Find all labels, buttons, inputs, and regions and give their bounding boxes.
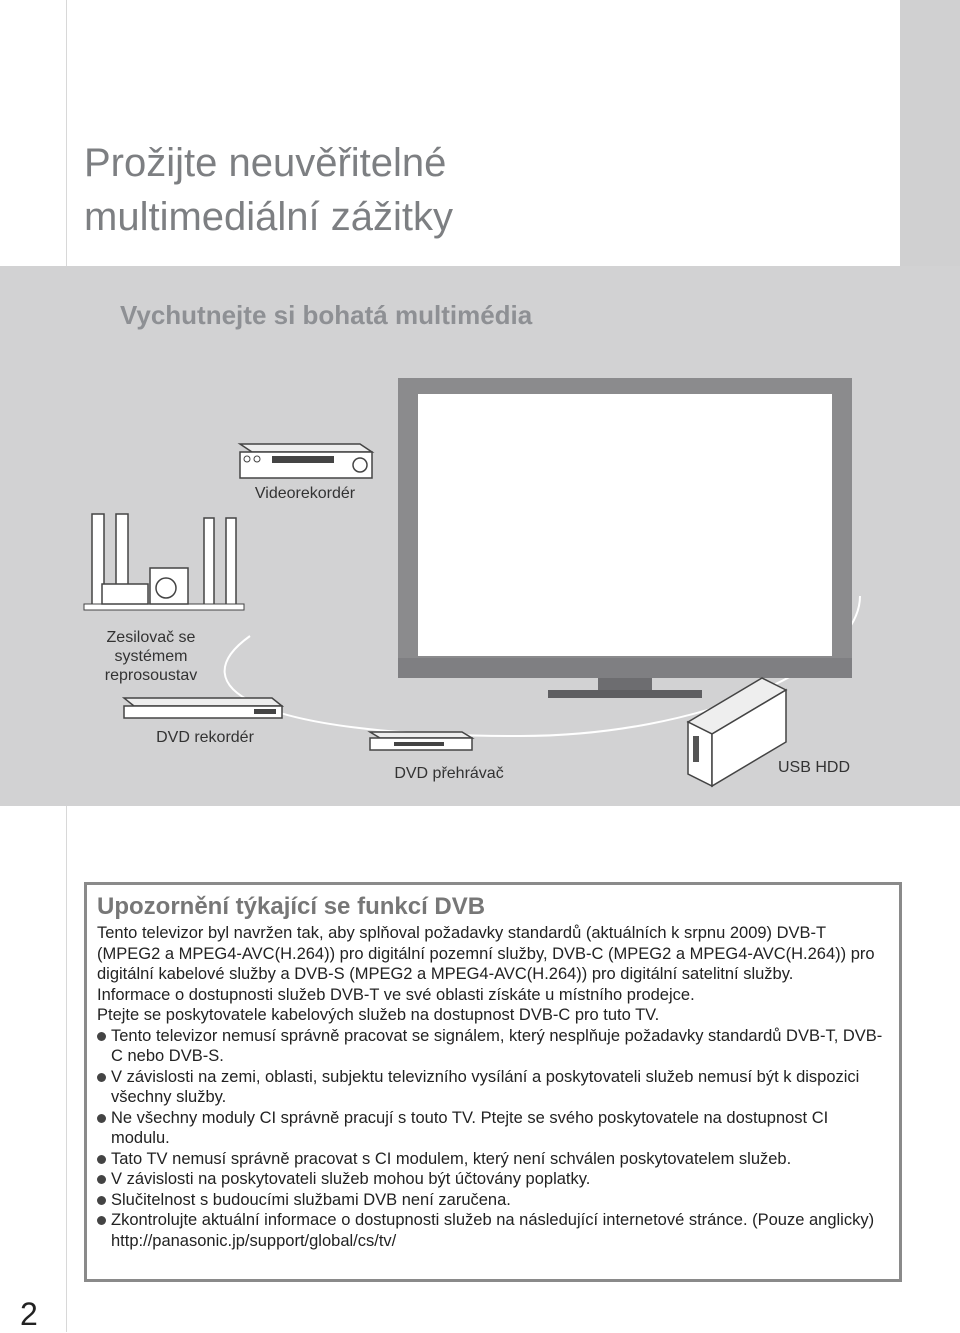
home-theater-icon xyxy=(84,514,244,610)
page-title xyxy=(84,136,453,244)
notice-paragraph: Ptejte se poskytovatele kabelových služeb na dostupnost DVB-C pro tuto TV. xyxy=(97,1006,660,1024)
top-right-strip xyxy=(900,0,960,266)
tv-icon xyxy=(398,378,852,698)
vcr-label: Videorekordér xyxy=(254,485,356,502)
notice-bullet xyxy=(97,1190,889,1211)
notice-bullet-text: Tento televizor nemusí správně pracovat se signálem, který nesplňuje požadavky standardů DVB-T, DVB-C nebo DVB-S. xyxy=(111,1026,883,1065)
usb-hdd-icon xyxy=(688,678,786,786)
vcr-icon xyxy=(240,444,372,478)
bullet-dot-icon xyxy=(97,1196,106,1205)
bullet-dot-icon xyxy=(97,1216,106,1225)
dvd-player-icon xyxy=(370,732,472,750)
title-line-2: multimediální zážitky xyxy=(84,195,454,239)
bullet-dot-icon xyxy=(97,1175,106,1184)
notice-bullet xyxy=(97,1149,889,1170)
notice-bullet xyxy=(97,1067,889,1108)
amp-label-line-3: reprosoustav xyxy=(104,667,198,684)
notice-title: Upozornění týkající se funkcí DVB xyxy=(97,893,486,920)
dvd-player-label: DVD přehrávač xyxy=(394,765,504,782)
notice-bullet xyxy=(97,1026,889,1067)
notice-bullet-text: V závislosti na zemi, oblasti, subjektu televizního vysílání a poskytovateli služeb nemusí být k dispozici všechny služby. xyxy=(111,1067,860,1106)
notice-bullet-text: Ne všechny moduly CI správně pracují s touto TV. Ptejte se svého poskytovatele na dostupnost CI modulu. xyxy=(111,1108,829,1147)
notice-bullet xyxy=(97,1210,889,1231)
notice-bullet xyxy=(97,1169,889,1190)
notice-bullet-list xyxy=(97,1026,889,1231)
notice-bullet-text: Tato TV nemusí správně pracovat s CI modulem, který není schválen poskytovatelem služeb. xyxy=(111,1149,792,1168)
bullet-dot-icon xyxy=(97,1073,106,1082)
amp-label-line-2: systémem xyxy=(114,648,188,665)
bullet-dot-icon xyxy=(97,1032,106,1041)
notice-paragraph: Informace o dostupnosti služeb DVB-T ve své oblasti získáte u místního prodejce. xyxy=(97,985,695,1004)
bullet-dot-icon xyxy=(97,1114,106,1123)
dvb-notice-box xyxy=(84,882,902,1282)
notice-bullet-text: Slučitelnost s budoucími službami DVB není zaručena. xyxy=(111,1190,511,1209)
hero-subtitle: Vychutnejte si bohatá multimédia xyxy=(120,300,533,330)
title-line-1: Prožijte neuvěřitelné xyxy=(84,141,447,185)
support-url: http://panasonic.jp/support/global/cs/tv/ xyxy=(111,1231,397,1250)
amp-label-line-1: Zesilovač se xyxy=(106,629,196,646)
usb-hdd-label: USB HDD xyxy=(777,759,850,776)
notice-bullet-text: V závislosti na poskytovateli služeb mohou být účtovány poplatky. xyxy=(111,1170,591,1188)
notice-bullet-text: Zkontrolujte aktuální informace o dostupnosti služeb na následující internetové stránce. (Pouze anglicky) xyxy=(111,1211,875,1229)
page-number: 2 xyxy=(20,1296,38,1332)
dvd-recorder-icon xyxy=(124,698,282,718)
amp-label xyxy=(96,628,206,685)
multimedia-illustration xyxy=(0,266,960,806)
notice-paragraph: Tento televizor byl navržen tak, aby splňoval požadavky standardů (aktuálních k srpnu 2009) DVB-T (MPEG2 a MPEG4-AVC(H.264)) pro digitální pozemní služby, DVB-C (MPEG2 a MPEG4-AVC(H.264)) pro digitální kabelové služby a DVB-S (MPEG2 a MPEG4-AVC(H.264)) pro digitální satelitní služby. xyxy=(97,924,875,983)
notice-bullet xyxy=(97,1108,889,1149)
dvd-recorder-label: DVD rekordér xyxy=(156,729,254,746)
bullet-dot-icon xyxy=(97,1155,106,1164)
